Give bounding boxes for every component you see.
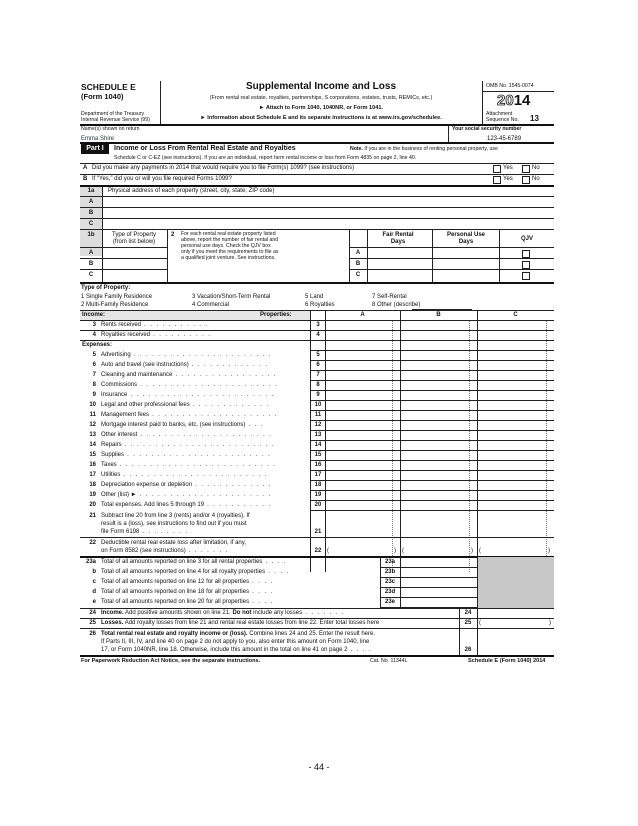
line-23b-number: b <box>92 569 96 575</box>
attachment-label: Attachment <box>486 111 513 117</box>
line-8-label: Commissions <box>101 382 138 388</box>
qjv-row-a-checkbox[interactable] <box>522 250 530 258</box>
line-25-text <box>101 620 379 626</box>
line-4-number: 4 <box>92 332 96 338</box>
days-row-c-label: C <box>355 272 361 278</box>
line-23e-text: Total of all amounts reported on line 20 for all properties . . . . <box>101 599 274 605</box>
footer-form-name: Schedule E (Form 1040) 2014 <box>468 658 546 664</box>
line-7-amount-fields[interactable] <box>326 371 554 380</box>
line-4-amount-fields[interactable] <box>326 331 554 340</box>
question-a-yes-checkbox[interactable] <box>493 165 501 173</box>
line-13-text: Other interest . . . . . . . . . . . . . . . . . . . . . . <box>101 432 273 438</box>
line-8-number: 8 <box>92 382 96 388</box>
form-reference: (Form 1040) <box>81 92 124 101</box>
line-21-text-3: file Form 6198 . . . . . . . . <box>101 529 189 535</box>
line-21-label: file Form 6198 <box>101 529 140 535</box>
schedule-title: SCHEDULE E <box>81 82 136 92</box>
line-3-box: 3 <box>316 322 320 328</box>
line-10-box: 10 <box>314 402 322 408</box>
line-19-amount-fields[interactable] <box>326 491 554 500</box>
line-1a-number: 1a <box>87 188 95 194</box>
line-10-number: 10 <box>89 402 96 408</box>
line-10-label: Legal and other professional fees <box>101 402 190 408</box>
sequence-number: 13 <box>530 114 539 123</box>
line-13-box: 13 <box>314 432 322 438</box>
line-22-amount-fields[interactable] <box>326 538 554 556</box>
line-17-box: 17 <box>314 472 322 478</box>
type-row-c-field[interactable] <box>104 270 166 280</box>
line-22-number: 22 <box>89 540 96 546</box>
line-5-amount-fields[interactable] <box>326 351 554 360</box>
column-a-header: A <box>360 312 365 318</box>
qjv-row-c-checkbox[interactable] <box>522 272 530 280</box>
line-9-box: 9 <box>316 392 320 398</box>
line-18-amount-fields[interactable] <box>326 481 554 490</box>
irs-label: Internal Revenue Service (99) <box>81 117 150 123</box>
line-25-number: 25 <box>89 620 96 626</box>
question-b-label: B <box>83 176 88 182</box>
line-8-text: Commissions . . . . . . . . . . . . . . . . . . . . . . . <box>101 382 279 388</box>
line-23a-number: 23a <box>85 559 96 565</box>
line-23b-amount-field[interactable] <box>401 567 476 576</box>
line-24-box: 24 <box>464 610 472 616</box>
question-a-no-checkbox[interactable] <box>522 165 530 173</box>
line-25-box: 25 <box>464 620 472 626</box>
question-b-yes-checkbox[interactable] <box>493 176 501 184</box>
line-18-number: 18 <box>89 482 96 488</box>
line-13-amount-fields[interactable] <box>326 431 554 440</box>
line-24-number: 24 <box>89 610 96 616</box>
line-16-label: Taxes <box>101 462 117 468</box>
address-row-c-label: C <box>88 221 94 227</box>
type-row-a-field[interactable] <box>104 248 166 258</box>
question-b-text: If “Yes,” did you or will you file required Forms 1099? <box>92 176 232 182</box>
omb-number: OMB No. 1545-0074 <box>486 83 534 89</box>
line-2-instr-1: For each rental real estate property listed <box>181 231 276 237</box>
line-12-label: Mortgage interest paid to banks, etc. (see instructions) <box>101 422 246 428</box>
line-2-instr-3: personal use days. Check the QJV box <box>181 243 271 249</box>
line-9-text: Insurance . . . . . . . . . . . . . . . . . . . . . . . . <box>101 392 275 398</box>
line-3-amount-fields[interactable] <box>326 321 554 330</box>
line-21-amount-fields[interactable] <box>326 511 554 537</box>
line-6-amount-fields[interactable] <box>326 361 554 370</box>
question-a-text: Did you make any payments in 2014 that would require you to file Form(s) 1099? (see instructions) <box>92 165 355 171</box>
line-14-text: Repairs . . . . . . . . . . . . . . . . . . . . . . . . . <box>101 442 276 448</box>
line-4-box: 4 <box>316 332 320 338</box>
line-20-box: 20 <box>314 502 322 508</box>
line-1a-text: Physical address of each property (street, city, state, ZIP code) <box>108 188 275 194</box>
line-9-label: Insurance <box>101 392 128 398</box>
type-6: 6 Royalties <box>305 302 335 308</box>
line-22-paren-close-b: ) <box>471 548 473 554</box>
line-17-number: 17 <box>89 472 96 478</box>
line-23e-amount-field[interactable] <box>401 597 476 606</box>
type-property-header: Type of Property <box>111 232 157 238</box>
line-2-instr-2: above, report the number of fair rental and <box>181 237 279 243</box>
line-2-instr-5: a qualified joint venture. See instructions. <box>181 255 276 261</box>
type-8: 8 Other (describe) <box>372 302 421 308</box>
line-22-paren-open-b: ( <box>402 548 404 554</box>
line-26-desc-1: Combine lines 24 and 25. Enter the result here. <box>249 631 376 637</box>
line-15-number: 15 <box>89 452 96 458</box>
properties-header: Properties: <box>260 312 292 318</box>
line-20-amount-fields[interactable] <box>326 501 554 510</box>
line-25-amount-field[interactable] <box>478 619 554 628</box>
type-row-a-label: A <box>88 250 94 256</box>
line-23e-box: 23e <box>384 599 395 605</box>
line-23b-box: 23b <box>384 569 396 575</box>
line-23d-label: Total of all amounts reported on line 18 for all properties <box>101 589 250 595</box>
line-22-box: 22 <box>314 548 322 554</box>
line-19-number: 19 <box>89 492 96 498</box>
question-a-label: A <box>83 165 88 171</box>
type-property-subheader: (from list below) <box>112 239 156 245</box>
line-24-text: Income. Add positive amounts shown on line 21. Do not include any losses . . . . . . . <box>101 610 346 616</box>
type-2: 2 Multi-Family Residence <box>81 302 149 308</box>
line-23b-label: Total of all amounts reported on line 4 for all royalty properties <box>101 569 266 575</box>
line-19-box: 19 <box>314 492 322 498</box>
line-22-paren-open-c: ( <box>479 548 481 554</box>
year-outline: 20 <box>497 92 514 109</box>
line-6-box: 6 <box>316 362 320 368</box>
taxpayer-ssn[interactable]: 123-45-6789 <box>487 136 522 142</box>
line-23a-box: 23a <box>384 559 395 565</box>
line-8-amount-fields[interactable] <box>326 381 554 390</box>
line-4-text: Royalties received . . . . . . . . . . <box>101 332 212 338</box>
line-23a-label: Total of all amounts reported on line 3 for all rental properties <box>101 559 263 565</box>
line-2-instr-4: only if you meet the requirements to file as <box>181 249 279 255</box>
line-5-number: 5 <box>92 352 96 358</box>
part-i-badge: Part I <box>81 144 109 154</box>
column-c-header: C <box>513 312 518 318</box>
line-19-text: Other (list) ► . . . . . . . . . . . . . . . . . . . . . . <box>101 492 272 498</box>
line-17-amount-fields[interactable] <box>326 471 554 480</box>
fair-rental-header: Fair Rental <box>382 232 414 238</box>
form-subtitle: (From rental real estate, royalties, partnerships, S corporations, estates, trusts, REMICs, etc.) <box>209 95 433 101</box>
note-bold: Note. <box>350 146 363 152</box>
line-23a-text: Total of all amounts reported on line 3 for all rental properties . . . . <box>101 559 287 565</box>
column-b-header: B <box>436 312 441 318</box>
line-25-paren-open: ( <box>479 620 481 626</box>
address-row-b-field[interactable] <box>103 208 553 218</box>
line-22-text-2: on Form 8582 (see instructions) . . . . . . . <box>101 548 229 554</box>
line-17-label: Utilities <box>101 472 121 478</box>
part-i-note-continued: Schedule C or C-EZ (see instructions). If you are an individual, report farm rental income or loss from Form 4835 on page 2, line 40. <box>114 155 417 161</box>
line-23c-label: Total of all amounts reported on line 12 for all properties <box>101 579 250 585</box>
names-label: Name(s) shown on return <box>81 126 140 132</box>
line-2-number: 2 <box>171 232 175 238</box>
line-10-text: Legal and other professional fees . . . . . . . . . . . . . <box>101 402 270 408</box>
information-link[interactable]: ► Information about Schedule E and its separate instructions is at www.irs.gov/schedulee. <box>200 115 442 121</box>
line-18-label: Depreciation expense or depletion <box>101 482 193 488</box>
line-26-text-3: 17, or Form 1040NR, line 18. Otherwise, include this amount in the total on line 41 on page 2 . . . . <box>101 647 373 653</box>
line-1b-number: 1b <box>87 232 95 238</box>
line-5-label: Advertising <box>101 352 131 358</box>
line-15-text: Supplies . . . . . . . . . . . . . . . . . . . . . . . . <box>101 452 272 458</box>
personal-use-header: Personal Use <box>446 232 486 238</box>
line-15-box: 15 <box>314 452 322 458</box>
line-22-paren-close-a: ) <box>394 548 396 554</box>
catalog-number: Cat. No. 11344L <box>370 658 408 664</box>
line-21-number: 21 <box>89 513 96 519</box>
line-6-number: 6 <box>92 362 96 368</box>
line-23d-box: 23d <box>384 589 396 595</box>
line-23c-text: Total of all amounts reported on line 12 for all properties . . . . <box>101 579 274 585</box>
line-22-paren-open-a: ( <box>327 548 329 554</box>
line-9-amount-fields[interactable] <box>326 391 554 400</box>
line-26-amount-field[interactable] <box>478 629 554 655</box>
line-23a-amount-field[interactable] <box>401 557 476 566</box>
part-i-title: Income or Loss From Rental Real Estate and Royalties <box>114 145 296 152</box>
line-26-number: 26 <box>89 631 96 637</box>
type-row-b-field[interactable] <box>104 259 166 269</box>
line-23b-text: Total of all amounts reported on line 4 for all royalty properties . . . . <box>101 569 290 575</box>
line-26-box: 26 <box>464 647 472 653</box>
line-22-label: on Form 8582 (see instructions) <box>101 548 186 554</box>
line-23d-text: Total of all amounts reported on line 18 for all properties . . . . <box>101 589 274 595</box>
line-11-label: Management fees <box>101 412 150 418</box>
paperwork-notice: For Paperwork Reduction Act Notice, see the separate instructions. <box>81 658 261 664</box>
question-b-no-checkbox[interactable] <box>522 176 530 184</box>
note-text: If you are in the business of renting personal property, use <box>364 146 498 152</box>
line-11-number: 11 <box>89 412 96 418</box>
question-a-no-label: No <box>532 165 540 171</box>
days-row-b-label: B <box>355 261 361 267</box>
line-21-text-1: Subtract line 20 from line 3 (rents) and/or 4 (royalties). If <box>101 513 250 519</box>
line-20-label: Total expenses. Add lines 5 through 19 <box>101 502 205 508</box>
type-7: 7 Self-Rental <box>372 294 407 300</box>
line-6-text: Auto and travel (see instructions) . . . . . . . . . . . . . <box>101 362 269 368</box>
line-12-amount-fields[interactable] <box>326 421 554 430</box>
line-6-label: Auto and travel (see instructions) <box>101 362 189 368</box>
line-12-box: 12 <box>314 422 322 428</box>
line-16-box: 16 <box>314 462 322 468</box>
line-3-label: Rents received <box>101 322 142 328</box>
line-10-amount-fields[interactable] <box>326 401 554 410</box>
type-row-c-label: C <box>88 272 94 278</box>
line-26-text-2: If Parts II, III, IV, and line 40 on page 2 do not apply to you, also enter this amount on Form 1040, line <box>101 639 370 645</box>
fair-rental-subheader: Days <box>390 239 406 245</box>
line-25-desc: Add royalty losses from line 21 and rental real estate losses from line 22. Enter total losses here <box>124 620 380 626</box>
question-b-yes-label: Yes <box>503 176 513 182</box>
line-7-number: 7 <box>92 372 96 378</box>
type-4: 4 Commercial <box>192 302 230 308</box>
line-17-text: Utilities . . . . . . . . . . . . . . . . . . . . . . . . <box>101 472 268 478</box>
line-4-label: Royalties received <box>101 332 151 338</box>
line-23e-number: e <box>92 599 96 605</box>
line-14-amount-fields[interactable] <box>326 441 554 450</box>
line-23d-amount-field[interactable] <box>401 587 476 596</box>
question-a-yes-label: Yes <box>503 165 513 171</box>
line-24-bold2: Do not <box>232 610 252 616</box>
line-23d-number: d <box>92 589 96 595</box>
type-3: 3 Vacation/Short-Term Rental <box>192 294 271 300</box>
type-5: 5 Land <box>305 294 324 300</box>
line-20-number: 20 <box>89 502 96 508</box>
income-header: Income: <box>82 312 106 318</box>
line-24-desc2: include any losses <box>253 610 303 616</box>
line-7-label: Cleaning and maintenance <box>101 372 173 378</box>
question-b-no-label: No <box>532 176 540 182</box>
line-12-text: Mortgage interest paid to banks, etc. (see instructions) . . . <box>101 422 264 428</box>
line-16-text: Taxes . . . . . . . . . . . . . . . . . . . . . . . . . . <box>101 462 277 468</box>
line-3-number: 3 <box>92 322 96 328</box>
department-label: Department of the Treasury <box>81 111 145 117</box>
page-number: - 44 - <box>308 762 330 772</box>
sequence-label: Sequence No. <box>486 117 519 123</box>
year-bold: 14 <box>513 92 531 109</box>
days-row-a-label: A <box>355 250 361 256</box>
line-7-box: 7 <box>316 372 320 378</box>
expenses-header: Expenses: <box>82 342 113 348</box>
line-21-text-2: result is a (loss), see instructions to find out if you must <box>101 521 247 527</box>
type-row-b-label: B <box>88 261 94 267</box>
address-row-a-label: A <box>88 199 94 205</box>
line-24-desc: Add positive amounts shown on line 21. <box>125 610 231 616</box>
part-i-note <box>350 146 498 152</box>
line-23c-amount-field[interactable] <box>401 577 476 586</box>
type-of-property-label: Type of Property: <box>81 285 131 291</box>
line-15-amount-fields[interactable] <box>326 451 554 460</box>
personal-use-subheader: Days <box>458 239 474 245</box>
line-8-box: 8 <box>316 382 320 388</box>
address-row-c-field[interactable] <box>103 219 553 229</box>
line-18-box: 18 <box>314 482 322 488</box>
address-row-b-label: B <box>88 210 94 216</box>
line-26-text-1 <box>101 631 375 637</box>
line-11-box: 11 <box>314 412 322 418</box>
line-24-bold: Income. <box>101 610 124 616</box>
line-15-label: Supplies <box>101 452 125 458</box>
line-22-paren-close-c: ) <box>548 548 550 554</box>
line-3-text: Rents received . . . . . . . . . . . <box>101 322 209 328</box>
attach-instruction: ► Attach to Form 1040, 1040NR, or Form 1041. <box>258 105 384 111</box>
line-23c-box: 23c <box>384 579 395 585</box>
ssn-label: Your social security number <box>452 126 522 132</box>
qjv-row-b-checkbox[interactable] <box>522 261 530 269</box>
qjv-header: QJV <box>520 236 533 242</box>
line-25-bold: Losses. <box>101 620 124 626</box>
line-26-desc-3: 17, or Form 1040NR, line 18. Otherwise, include this amount in the total on line 41 on page 2 <box>101 647 348 653</box>
line-13-number: 13 <box>89 432 96 438</box>
line-20-text: Total expenses. Add lines 5 through 19 . . . . . . . . . . . <box>101 502 272 508</box>
line-12-number: 12 <box>89 422 96 428</box>
line-5-box: 5 <box>316 352 320 358</box>
line-22-text-1: Deductible rental real estate loss after limitation, if any, <box>101 540 246 546</box>
line-25-paren-close: ) <box>549 620 551 626</box>
line-5-text: Advertising . . . . . . . . . . . . . . . . . . . . . . . <box>101 352 272 358</box>
line-11-text: Management fees . . . . . . . . . . . . . . . . . . . . . <box>101 412 278 418</box>
line-14-number: 14 <box>89 442 96 448</box>
line-24-amount-field[interactable] <box>478 609 554 618</box>
tax-year <box>497 92 530 110</box>
line-14-label: Repairs <box>101 442 122 448</box>
line-23e-label: Total of all amounts reported on line 20 for all properties <box>101 599 250 605</box>
line-23c-number: c <box>92 579 96 585</box>
line-9-number: 9 <box>92 392 96 398</box>
line-7-text: Cleaning and maintenance . . . . . . . . . . . . . . . . . <box>101 372 277 378</box>
line-18-text: Depreciation expense or depletion . . . . . . . . . . . . . <box>101 482 272 488</box>
line-19-label: Other (list) ► <box>101 492 137 498</box>
line-14-box: 14 <box>314 442 322 448</box>
line-11-amount-fields[interactable] <box>326 411 554 420</box>
taxpayer-name[interactable]: Emma Shire <box>81 136 115 142</box>
line-16-amount-fields[interactable] <box>326 461 554 470</box>
address-row-a-field[interactable] <box>103 197 553 207</box>
line-16-number: 16 <box>89 462 96 468</box>
line-21-box: 21 <box>314 529 322 535</box>
line-13-label: Other interest <box>101 432 138 438</box>
line-26-bold: Total rental real estate and royalty income or (loss). <box>101 631 248 637</box>
form-title: Supplemental Income and Loss <box>245 81 397 92</box>
type-1: 1 Single Family Residence <box>81 294 153 300</box>
